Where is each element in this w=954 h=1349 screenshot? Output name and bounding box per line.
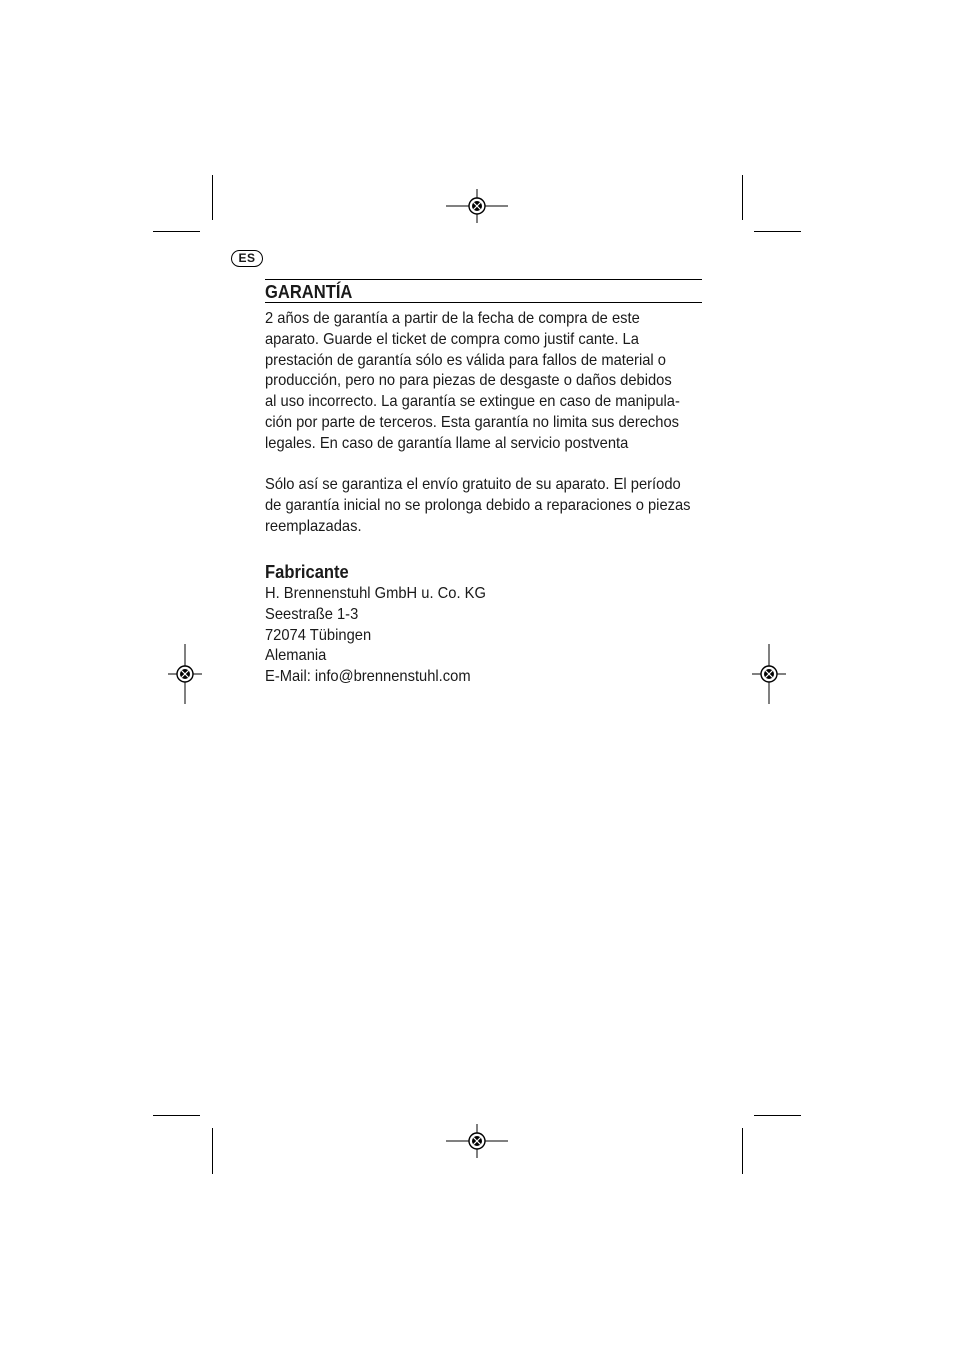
registration-mark-icon <box>168 644 202 704</box>
registration-mark-icon <box>446 189 508 223</box>
text-line: producción, pero no para piezas de desgaste o daños debidos <box>265 372 672 390</box>
address-line: Seestraße 1-3 <box>265 605 359 623</box>
heading-rule-top <box>265 279 702 280</box>
crop-mark-bottom-right-vertical <box>742 1128 743 1174</box>
address-line: 72074 Tübingen <box>265 626 372 644</box>
text-line: Sólo así se garantiza el envío gratuito de su aparato. El período <box>265 476 681 493</box>
warranty-paragraph-2 <box>265 475 702 537</box>
text-line: al uso incorrecto. La garantía se extingue en caso de manipula- <box>265 393 680 411</box>
crop-mark-top-left-vertical <box>212 175 213 220</box>
language-badge: ES <box>231 250 263 267</box>
registration-mark-icon <box>446 1124 508 1158</box>
crop-mark-top-right-horizontal <box>754 231 801 232</box>
text-line: 2 años de garantía a partir de la fecha de compra de este <box>265 310 640 327</box>
address-line: Alemania <box>265 647 327 665</box>
crop-mark-top-left-horizontal <box>153 231 200 232</box>
text-line: prestación de garantía sólo es válida para fallos de material o <box>265 351 666 369</box>
address-line: E-Mail: info@brennenstuhl.com <box>265 668 471 686</box>
manufacturer-address <box>265 584 702 688</box>
crop-mark-bottom-left-vertical <box>212 1128 213 1174</box>
text-line: reemplazadas. <box>265 517 362 535</box>
crop-mark-top-right-vertical <box>742 175 743 220</box>
crop-mark-bottom-right-horizontal <box>754 1115 801 1116</box>
manufacturer-heading: Fabricante <box>265 562 349 582</box>
registration-mark-icon <box>752 644 786 704</box>
address-line: H. Brennenstuhl GmbH u. Co. KG <box>265 585 486 602</box>
text-line: legales. En caso de garantía llame al servicio postventa <box>265 434 629 452</box>
heading-rule-bottom <box>265 302 702 303</box>
warranty-paragraph-1 <box>265 309 702 455</box>
text-line: aparato. Guarde el ticket de compra como justif cante. La <box>265 330 639 348</box>
text-line: de garantía inicial no se prolonga debido a reparaciones o piezas <box>265 496 691 514</box>
text-line: ción por parte de terceros. Esta garantía no limita sus derechos <box>265 413 680 431</box>
warranty-heading: GARANTÍA <box>265 282 353 302</box>
crop-mark-bottom-left-horizontal <box>153 1115 200 1116</box>
